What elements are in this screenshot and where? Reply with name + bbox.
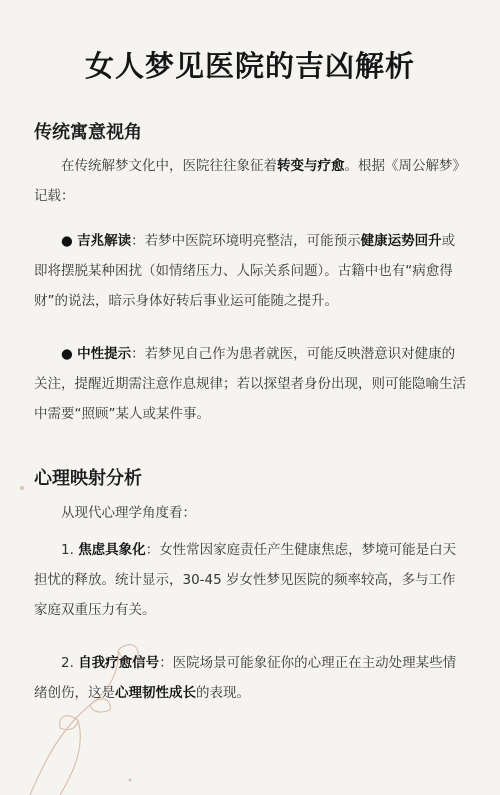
list-item-anxiety: 1. 焦虑具象化：女性常因家庭责任产生健康焦虑，梦境可能是白天担忧的释放。统计显示，30-45 岁女性梦见医院的频率较高，多与工作家庭双重压力有关。 — [34, 542, 457, 618]
floral-dot-2 — [129, 779, 132, 782]
page-title: 女人梦见医院的吉凶解析 — [84, 49, 415, 83]
section-heading-traditional: 传统寓意视角 — [34, 122, 142, 143]
list-item-good-omen: ● 吉兆解读：若梦中医院环境明亮整洁，可能预示健康运势回升或即将摆脱某种困扰（如情绪压力、人际关系问题）。古籍中也有“病愈得财”的说法，暗示身体好转后事业运可能随之提升。 — [34, 233, 456, 309]
bullet-icon: ● — [61, 233, 73, 249]
paragraph-psychology-intro: 从现代心理学角度看： — [61, 505, 196, 521]
bullet-icon: ● — [61, 346, 73, 362]
paragraph-traditional-intro: 在传统解梦文化中，医院往往象征着转变与疗愈。根据《周公解梦》记载： — [34, 158, 466, 204]
floral-leaf-3 — [60, 716, 78, 730]
list-item-neutral-hint: ● 中性提示：若梦见自己作为患者就医，可能反映潜意识对健康的关注，提醒近期需注意作息规律；若以探望者身份出现，则可能隐喻生活中需要“照顾”某人或某件事。 — [34, 346, 466, 422]
list-number: 2. — [61, 655, 74, 671]
floral-dot-1 — [20, 486, 24, 490]
list-item-self-healing: 2. 自我疗愈信号：医院场景可能象征你的心理正在主动处理某些情绪创伤，这是心理韧性成长的表现。 — [34, 655, 457, 701]
list-number: 1. — [61, 542, 74, 558]
floral-stem-right — [60, 720, 80, 795]
section-heading-psychology: 心理映射分析 — [34, 468, 142, 489]
